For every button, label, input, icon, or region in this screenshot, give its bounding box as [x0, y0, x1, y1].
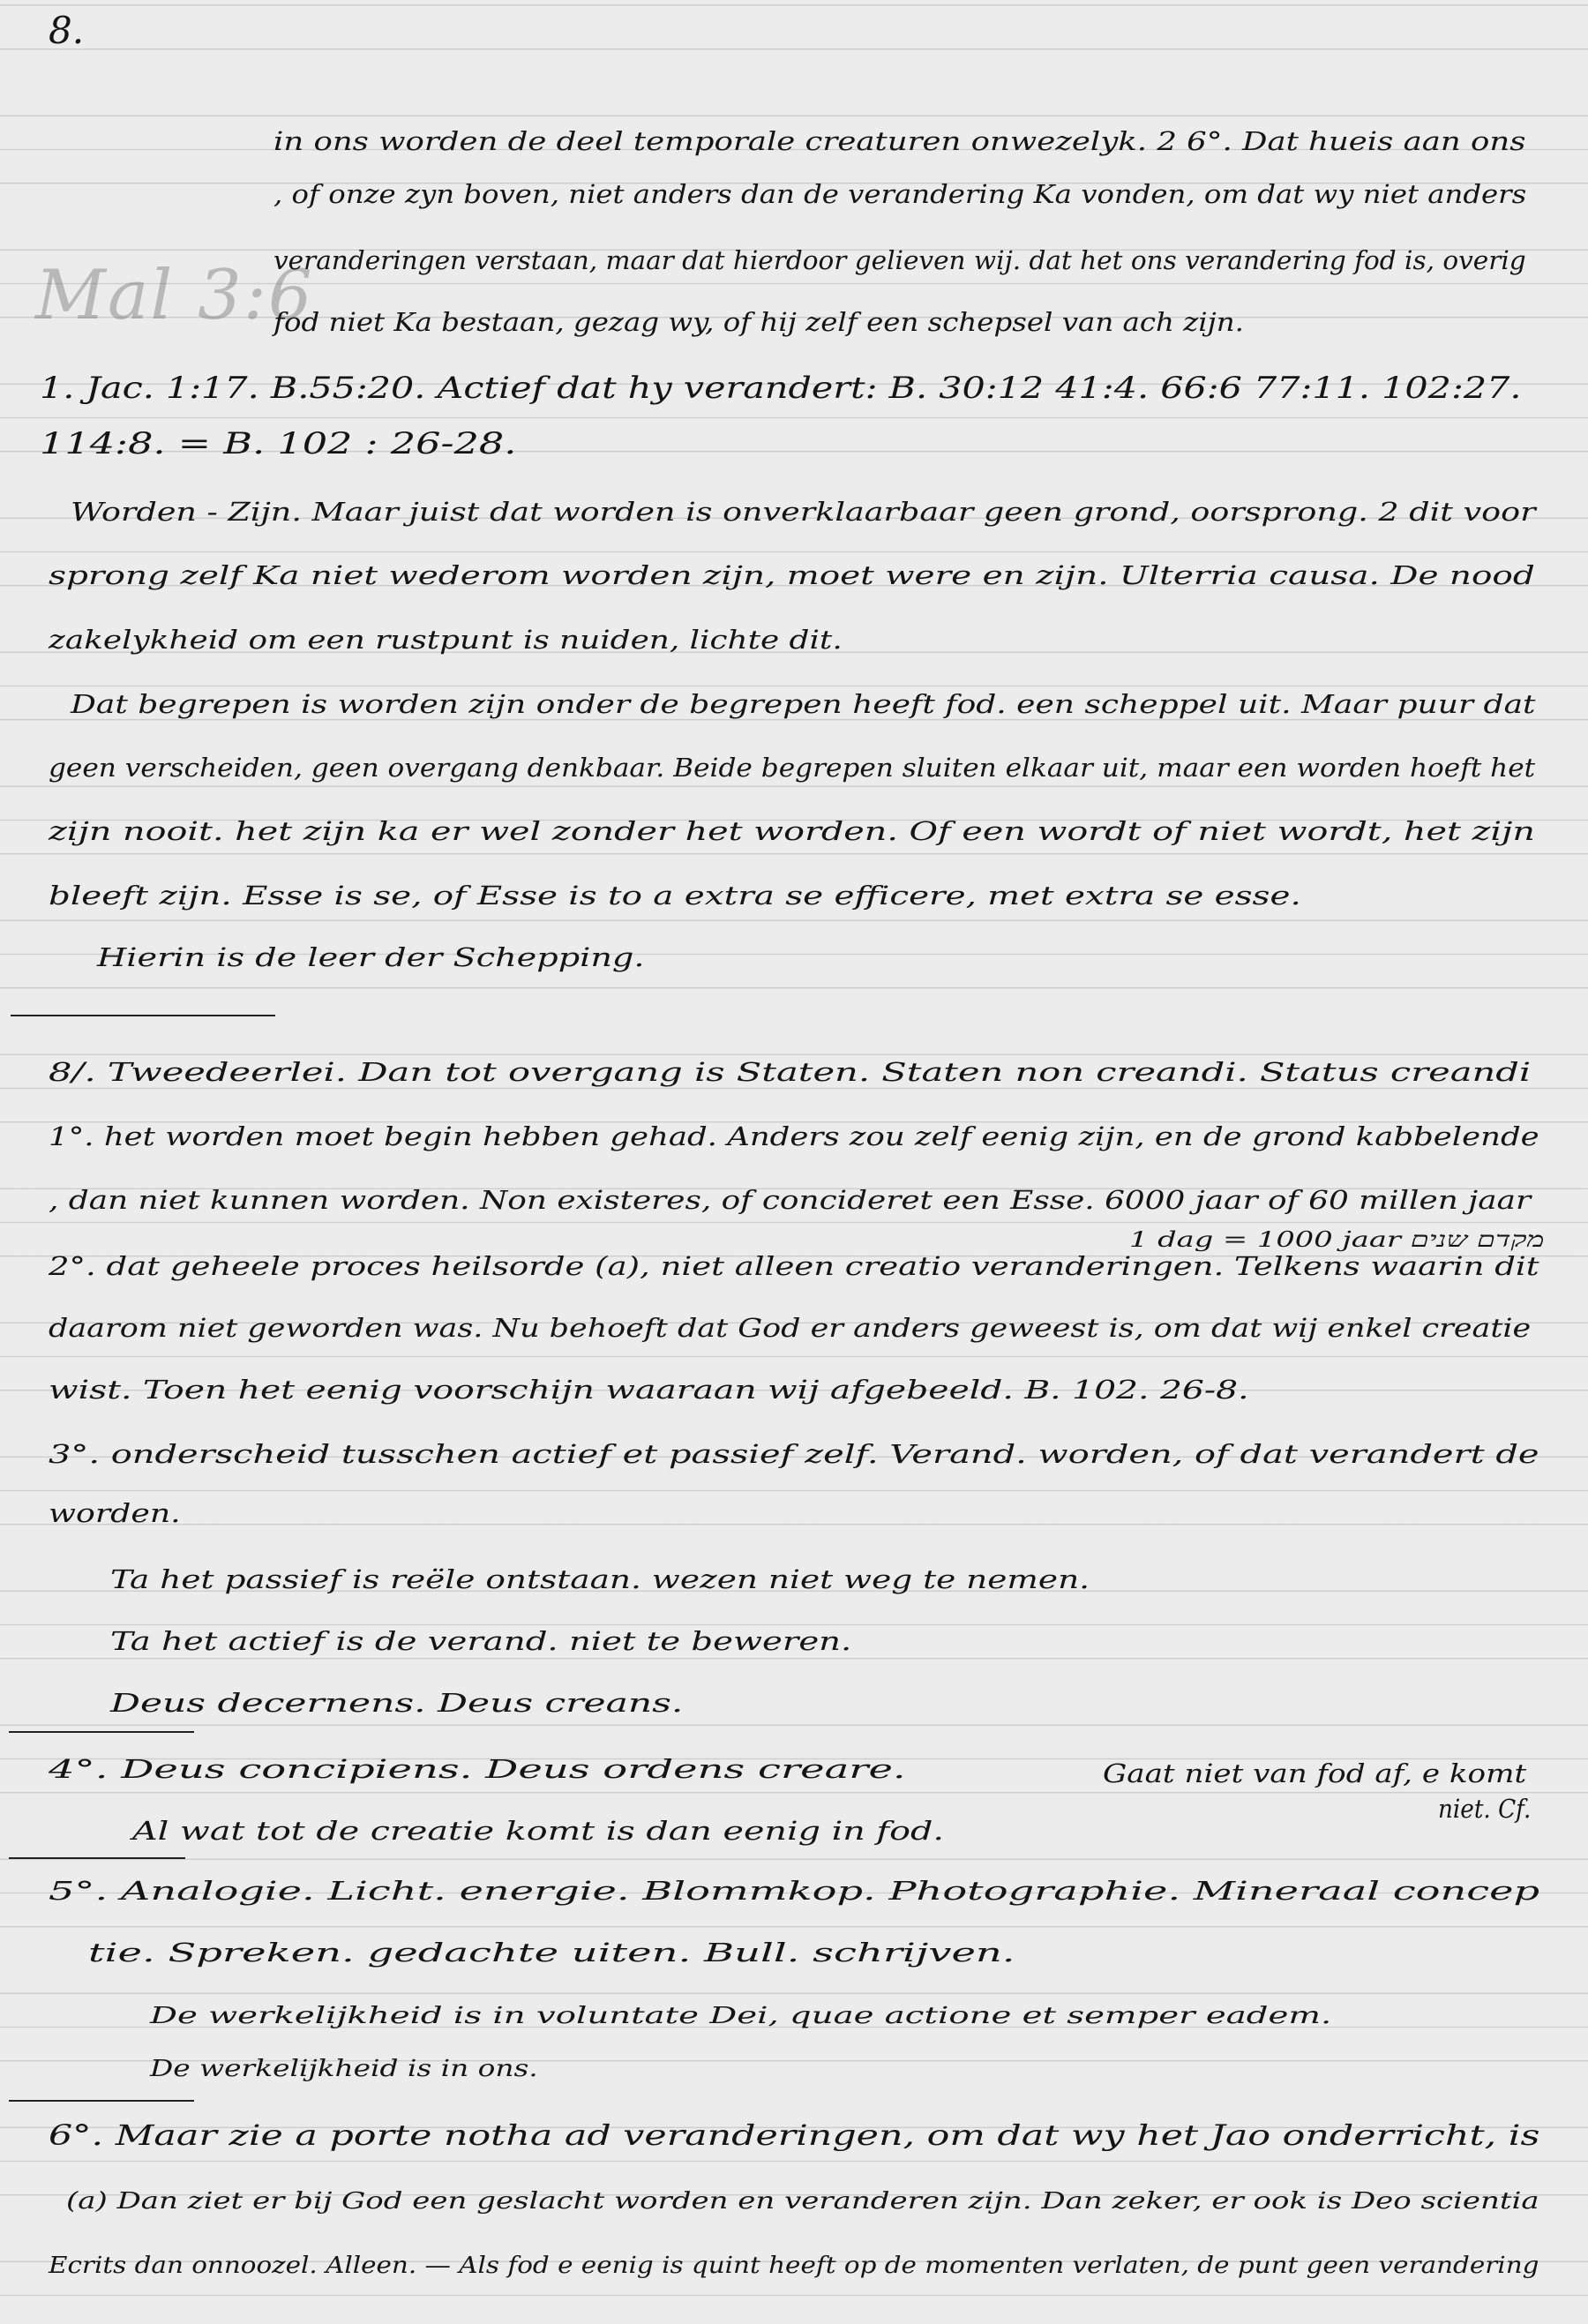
- text-line: zakelykheid om een rustpunt is nuiden, lichte dit.: [49, 625, 843, 655]
- text-line: Worden - Zijn. Maar juist dat worden is onverklaarbaar geen grond, oorsprong. 2 dit voor: [71, 497, 1536, 527]
- text-line: 5°. Analogie. Licht. energie. Blommkop. Photographie. Mineraal concep: [49, 1876, 1540, 1906]
- text-line: veranderingen verstaan, maar dat hierdoor gelieven wij. dat het ons verandering fod is, overig: [273, 245, 1526, 275]
- text-line: zijn nooit. het zijn ka er wel zonder het worden. Of een wordt of niet wordt, het zijn: [49, 816, 1535, 846]
- margin-reference: Mal 3:6: [35, 256, 314, 335]
- section-divider: [11, 1015, 275, 1016]
- section-divider: [9, 2100, 194, 2102]
- text-line: 6°. Maar zie a porte notha ad veranderingen, om dat wy het Jao onderricht, is: [49, 2118, 1540, 2152]
- text-line: 2°. dat geheele proces heilsorde (a), niet alleen creatio veranderingen. Telkens waarin dit: [49, 1251, 1539, 1281]
- text-line: daarom niet geworden was. Nu behoeft dat God er anders geweest is, om dat wij enkel creatie: [49, 1313, 1532, 1343]
- text-line: , dan niet kunnen worden. Non existeres, of concideret een Esse. 6000 jaar of 60 millen jaar: [49, 1185, 1532, 1215]
- section-divider: [9, 1857, 185, 1859]
- footnote-line: Ecrits dan onnoozel. Alleen. — Als fod e eenig is quint heeft op de momenten verlaten, de punt geen verandering: [49, 2253, 1539, 2279]
- text-line: bleeft zijn. Esse is se, of Esse is to a extra se efficere, met extra se esse.: [49, 881, 1301, 911]
- text-line: Gaat niet van fod af, e komt: [1103, 1758, 1527, 1788]
- text-line: tie. Spreken. gedachte uiten. Bull. schrijven.: [88, 1938, 1015, 1968]
- text-line: 8/. Tweedeerlei. Dan tot overgang is Staten. Staten non creandi. Status creandi: [49, 1057, 1532, 1087]
- text-line: De werkelijkheid is in ons.: [150, 2056, 538, 2082]
- section-divider: [9, 1731, 194, 1733]
- text-line: Deus decernens. Deus creans.: [110, 1688, 684, 1718]
- text-line: 4°. Deus concipiens. Deus ordens creare.: [49, 1754, 906, 1784]
- text-line: geen verscheiden, geen overgang denkbaar. Beide begrepen sluiten elkaar uit, maar een worden hoeft het: [49, 753, 1536, 783]
- footnote-line: (a) Dan ziet er bij God een geslacht worden en veranderen zijn. Dan zeker, er ook is Deo scientia: [66, 2188, 1539, 2215]
- text-line: 1. Jac. 1:17. B.55:20. Actief dat hy verandert: B. 30:12 41:4. 66:6 77:11. 102:27.: [40, 371, 1522, 406]
- text-line: worden.: [49, 1498, 181, 1528]
- text-line: niet. Cf.: [1438, 1794, 1532, 1824]
- text-line: 1 dag = 1000 jaar מקדם שנים: [1129, 1227, 1545, 1252]
- text-line: fod niet Ka bestaan, gezag wy, of hij zelf een schepsel van ach zijn.: [273, 307, 1244, 337]
- text-line: Ta het actief is de verand. niet te beweren.: [110, 1626, 852, 1656]
- text-line: Hierin is de leer der Schepping.: [97, 942, 645, 972]
- text-line: in ons worden de deel temporale creaturen onwezelyk. 2 6°. Dat hueis aan ons: [273, 126, 1526, 156]
- text-line: wist. Toen het eenig voorschijn waaraan wij afgebeeld. B. 102. 26-8.: [49, 1375, 1249, 1405]
- text-line: 1°. het worden moet begin hebben gehad. Anders zou zelf eenig zijn, en de grond kabbelende: [49, 1121, 1539, 1151]
- text-line: Al wat tot de creatie komt is dan eenig in fod.: [132, 1816, 944, 1846]
- page-number: 8.: [49, 9, 85, 52]
- text-line: Ta het passief is reële ontstaan. wezen niet weg te nemen.: [110, 1564, 1090, 1594]
- text-line: 114:8. = B. 102 : 26-28.: [40, 426, 517, 461]
- text-line: sprong zelf Ka niet wederom worden zijn, moet were en zijn. Ulterria causa. De nood: [49, 560, 1535, 590]
- text-line: Dat begrepen is worden zijn onder de begrepen heeft fod. een scheppel uit. Maar puur dat: [71, 689, 1536, 719]
- text-line: 3°. onderscheid tusschen actief et passief zelf. Verand. worden, of dat verandert de: [49, 1439, 1539, 1469]
- text-line: , of onze zyn boven, niet anders dan de verandering Ka vonden, om dat wy niet anders: [273, 179, 1527, 209]
- text-line: De werkelijkheid is in voluntate Dei, quae actione et semper eadem.: [150, 2003, 1332, 2029]
